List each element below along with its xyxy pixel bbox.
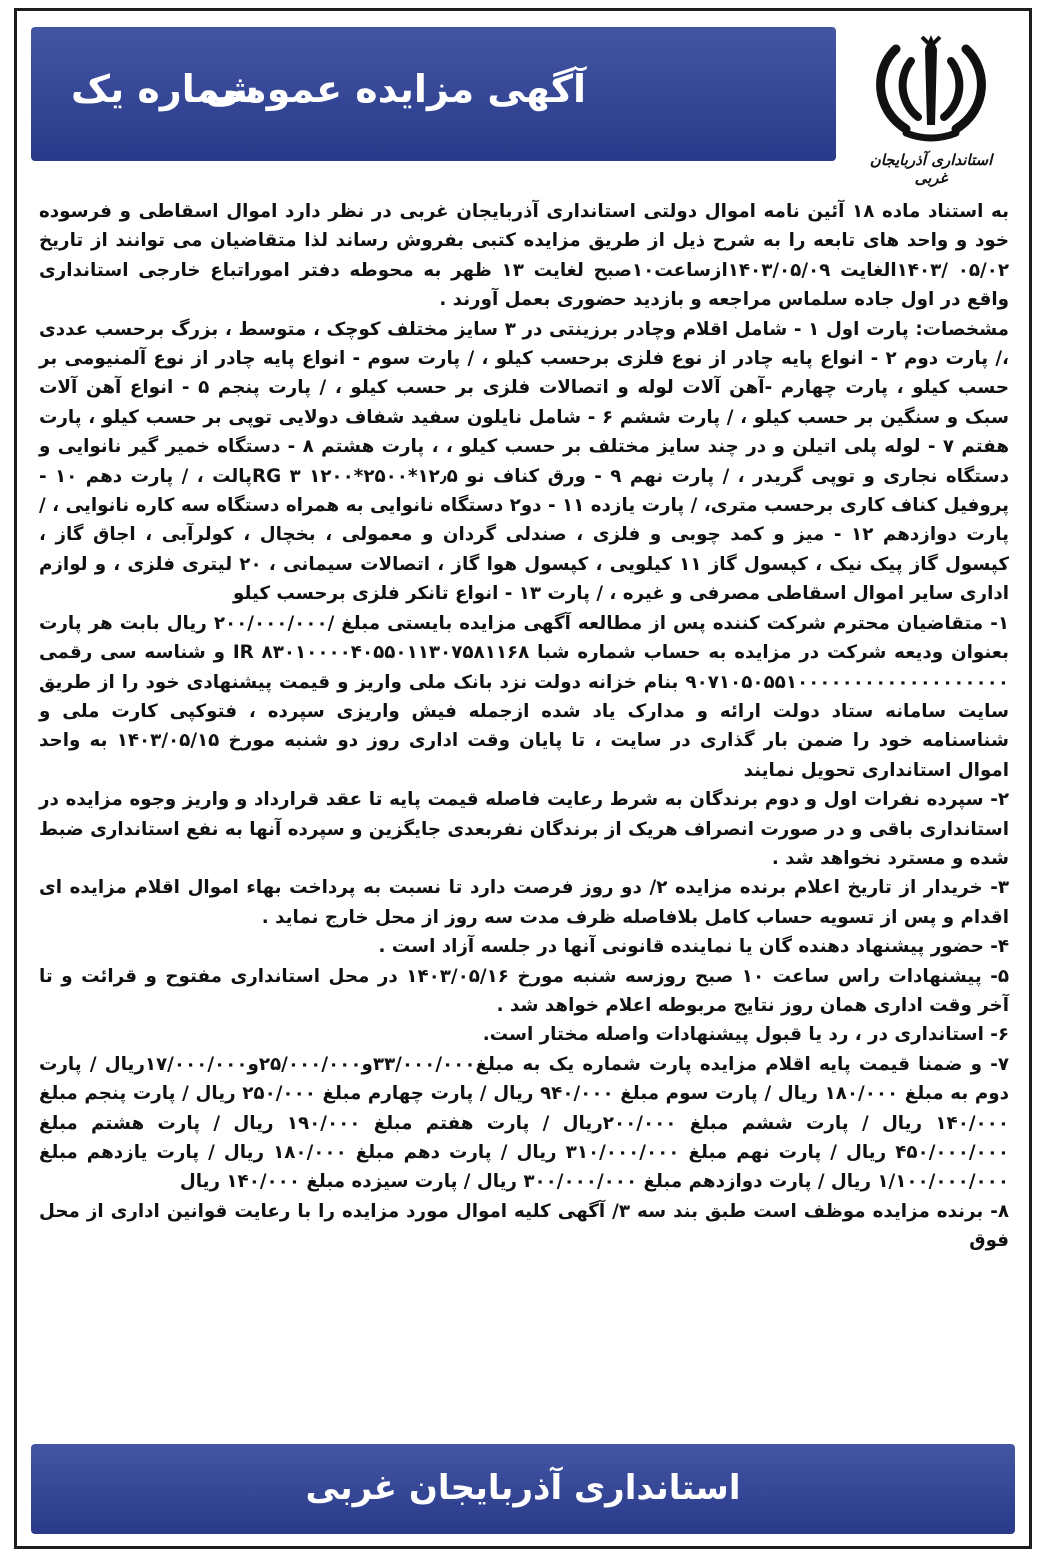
notice-title: آگهی مزایده عمومی [204,67,586,111]
clause-8: ۸- برنده مزایده موظف است طبق بند سه ۳/ آگهی کلیه اموال مورد مزایده را با رعایت قوانین اداری از محل فوق [39,1200,1009,1252]
clause-1: ۱- متقاضیان محترم شرکت کننده پس از مطالعه آگهی مزایده بایستی مبلغ /۲۰۰/۰۰۰/۰۰۰ ریال بابت هر پارت بعنوان ودیعه شرکت در مزایده به حساب شماره شبا IR ۸۳۰۱۰۰۰۰۴۰۵۵۰۱۱۳۰۷۵۸۱۱۶۸ و شناسه سی رقمی ۹۰۷۱۰۵۰۵۵۱۰۰۰۰۰۰۰۰۰۰۰۰۰۰۰۰۰۰۰ بنام خزانه دولت نزد بانک ملی واریز و قیمت پیشنهادی خود را از طریق سایت سامانه ستاد دولت ارائه و مدارک یاد شده ازجمله فیش واریزی سپرده ، فتوکپی کارت ملی و شناسنامه خود را ضمن بار گذاری در سایت ، تا پایان وقت اداری روز دو شنبه مورخ ۱۴۰۳/۰۵/۱۵ به واحد اموال استانداری تحویل نمایند [39,612,1009,781]
specifications-paragraph: مشخصات: پارت اول ۱ - شامل اقلام وچادر برزینتی در ۳ سایز مختلف کوچک ، متوسط ، بزرگ برحسب عددی ،/ پارت دوم ۲ - انواع پایه چادر از نوع فلزی برحسب کیلو ، / پارت سوم - انواع پایه چادر از نوع آلمنیومی بر حسب کیلو ، پارت چهارم -آهن آلات لوله و اتصالات فلزی بر حسب کیلو ، / پارت پنجم ۵ - انواع آهن آلات سبک و سنگین بر حسب کیلو ، / پارت ششم ۶ - شامل نایلون سفید شفاف دولایی توپی بر حسب کیلو ، پارت هفتم ۷ - لوله پلی اتیلن و در چند سایز مختلف بر حسب کیلو ، ، پارت هشتم ۸ - دستگاه خمیر گیر نانوایی و دستگاه نجاری و توپی گریدر ، / پارت نهم ۹ - ورق کناف نو ۱۲٫۵*۲۵۰۰*۱۲۰۰ RG ۳پالت ، / پارت دهم ۱۰ - پروفیل کناف کاری برحسب متری، / پارت یازده ۱۱ - دو۲ دستگاه نانوایی به همراه دستگاه سه کاره نانوایی ، / پارت دوازدهم ۱۲ - میز و کمد چوبی و فلزی ، صندلی گردان و معمولی ، بخچال ، کولرآبی ، اجاق گاز ، کپسول گاز پیک نیک ، کپسول گاز ۱۱ کیلویی ، کپسول هوا گاز ، اتصالات سیمانی ، ۲۰ لیتری فلزی ، و لوازم اداری سایر اموال اسقاطی مصرفی و غیره ، / پارت ۱۳ - انواع تانکر فلزی برحسب کیلو [39,318,1009,605]
footer-text: استانداری آذربایجان غربی [305,1468,741,1508]
clause-5: ۵- پیشنهادات راس ساعت ۱۰ صبح روزسه شنبه مورخ ۱۴۰۳/۰۵/۱۶ در محل استانداری مفتوح و قرائت و تا آخر وقت اداری همان روز نتایج مربوطه اعلام خواهد شد . [39,965,1009,1016]
notice-number: شماره یک [71,67,259,111]
title-banner [31,27,836,161]
clause-3: ۳- خریدار از تاریخ اعلام برنده مزایده ۲/ دو روز فرصت دارد تا نسبت به پرداخت بهاء اموال اقلام مزایده ای اقدام و پس از تسویه حساب کامل بلافاصله ظرف مدت سه روز از محل خارج نماید . [39,877,1009,928]
intro-paragraph: به استناد ماده ۱۸ آئین نامه اموال دولتی استانداری آذربایجان غربی در نظر دارد اموال اسقاطی و فرسوده خود و واحد های تابعه را به شرح ذیل از طریق مزایده کتبی بفروش رساند لذا متقاضیان می توانند از تاریخ ۰۵/۰۲ /۱۴۰۳الغایت ۱۴۰۳/۰۵/۰۹ازساعت۱۰صبح لغایت ۱۳ ظهر به محوطه دفتر اموراتباع خارجی استانداری واقع در اول جاده سلماس مراجعه و بازدید حضوری بعمل آورند . [39,201,1010,311]
clause-6: ۶- استانداری در ، رد یا قبول پیشنهادات واصله مختار است. [482,1024,1009,1046]
iran-emblem-icon [866,29,996,147]
notice-frame [14,8,1032,1549]
emblem-caption: استانداری آذربایجان غربی [869,151,993,187]
clause-2: ۲- سپرده نفرات اول و دوم برندگان به شرط رعایت فاصله قیمت پایه تا عقد قرارداد و واریز وجوه مزایده در استانداری باقی و در صورت انصراف هریک از برندگان نفربعدی جایگزین و سپرده آنها به نفع استانداری ضبط شده و مسترد نخواهد شد . [39,789,1009,869]
clause-4: ۴- حضور پیشنهاد دهنده گان یا نماینده قانونی آنها در جلسه آزاد است . [378,936,1009,958]
notice-header [17,11,1029,201]
clause-7: ۷- و ضمنا قیمت پایه اقلام مزایده پارت شماره یک به مبلغ۳۳/۰۰۰/۰۰۰و۲۵/۰۰۰/۰۰۰و۱۷/۰۰۰/۰۰۰ریال / پارت دوم به مبلغ ۱۸۰/۰۰۰ ریال / پارت سوم مبلغ ۹۴۰/۰۰۰ ریال / پارت چهارم مبلغ ۲۵۰/۰۰۰ ریال / پارت پنجم مبلغ ۱۴۰/۰۰۰ ریال / پارت ششم مبلغ ۲۰۰/۰۰۰ریال / پارت هفتم مبلغ ۱۹۰/۰۰۰ ریال / پارت هشتم مبلغ ۴۵۰/۰۰۰/۰۰۰ ریال / پارت نهم مبلغ ۳۱۰/۰۰۰/۰۰۰ ریال / پارت دهم مبلغ ۱۸۰/۰۰۰ ریال / پارت یازدهم مبلغ ۱/۱۰۰/۰۰۰/۰۰۰ ریال / پارت دوازدهم مبلغ ۳۰۰/۰۰۰/۰۰۰ ریال / پارت سیزده مبلغ ۱۴۰/۰۰۰ ریال [39,1053,1010,1193]
footer-banner [31,1444,1015,1534]
emblem [851,29,1011,194]
notice-body [39,197,1009,1256]
